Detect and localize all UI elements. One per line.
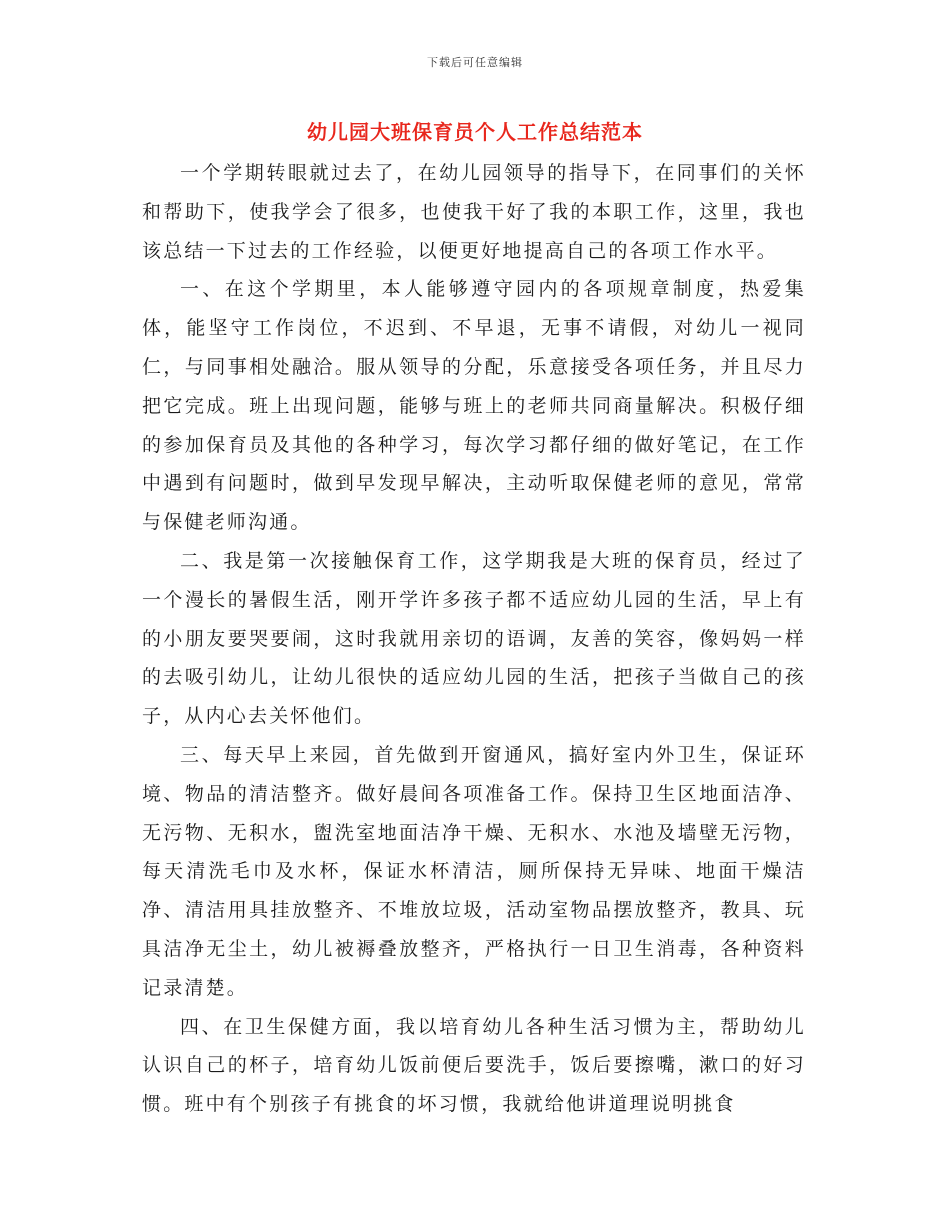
paragraph-intro: 一个学期转眼就过去了，在幼儿园领导的指导下，在同事们的关怀和帮助下，使我学会了很多，也使我干好了我的本职工作，这里，我也该总结一下过去的工作经验，以便更好地提高自己的各项工作水平。 (142, 162, 806, 262)
paragraph-section-4: 四、在卫生保健方面，我以培育幼儿各种生活习惯为主，帮助幼儿认识自己的杯子，培育幼儿饭前便后要洗手，饭后要擦嘴，漱口的好习惯。班中有个别孩子有挑食的坏习惯，我就给他讲道理说明挑食 (142, 1015, 806, 1116)
document-title: 幼儿园大班保育员个人工作总结范本 (307, 120, 643, 144)
paragraph-section-1: 一、在这个学期里，本人能够遵守园内的各项规章制度，热爱集体，能坚守工作岗位，不迟到、不早退，无事不请假，对幼儿一视同仁，与同事相处融洽。服从领导的分配，乐意接受各项任务，并且尽力把它完成。班上出现问题，能够与班上的老师共同商量解决。积极仔细的参加保育员及其他的各种学习，每次学习都仔细的做好笔记，在工作中遇到有问题时，做到早发现早解决，主动听取保健老师的意见，常常与保健老师沟通。 (142, 278, 806, 534)
paragraph-section-3: 三、每天早上来园，首先做到开窗通风，搞好室内外卫生，保证环境、物品的清洁整齐。做好晨间各项准备工作。保持卫生区地面洁净、无污物、无积水，盥洗室地面洁净干燥、无积水、水池及墙壁无污物，每天清洗毛巾及水杯，保证水杯清洁，厕所保持无异味、地面干燥洁净、清洁用具挂放整齐、不堆放垃圾，活动室物品摆放整齐，教具、玩具洁净无尘土，幼儿被褥叠放整齐，严格执行一日卫生消毒，各种资料记录清楚。 (142, 743, 806, 999)
paragraph-section-2: 二、我是第一次接触保育工作，这学期我是大班的保育员，经过了一个漫长的暑假生活，刚开学许多孩子都不适应幼儿园的生活，早上有的小朋友要哭要闹，这时我就用亲切的语调，友善的笑容，像妈妈一样的去吸引幼儿，让幼儿很快的适应幼儿园的生活，把孩子当做自己的孩子，从内心去关怀他们。 (142, 549, 806, 728)
document-body (142, 154, 806, 1124)
header-note: 下载后可任意编辑 (427, 56, 523, 69)
